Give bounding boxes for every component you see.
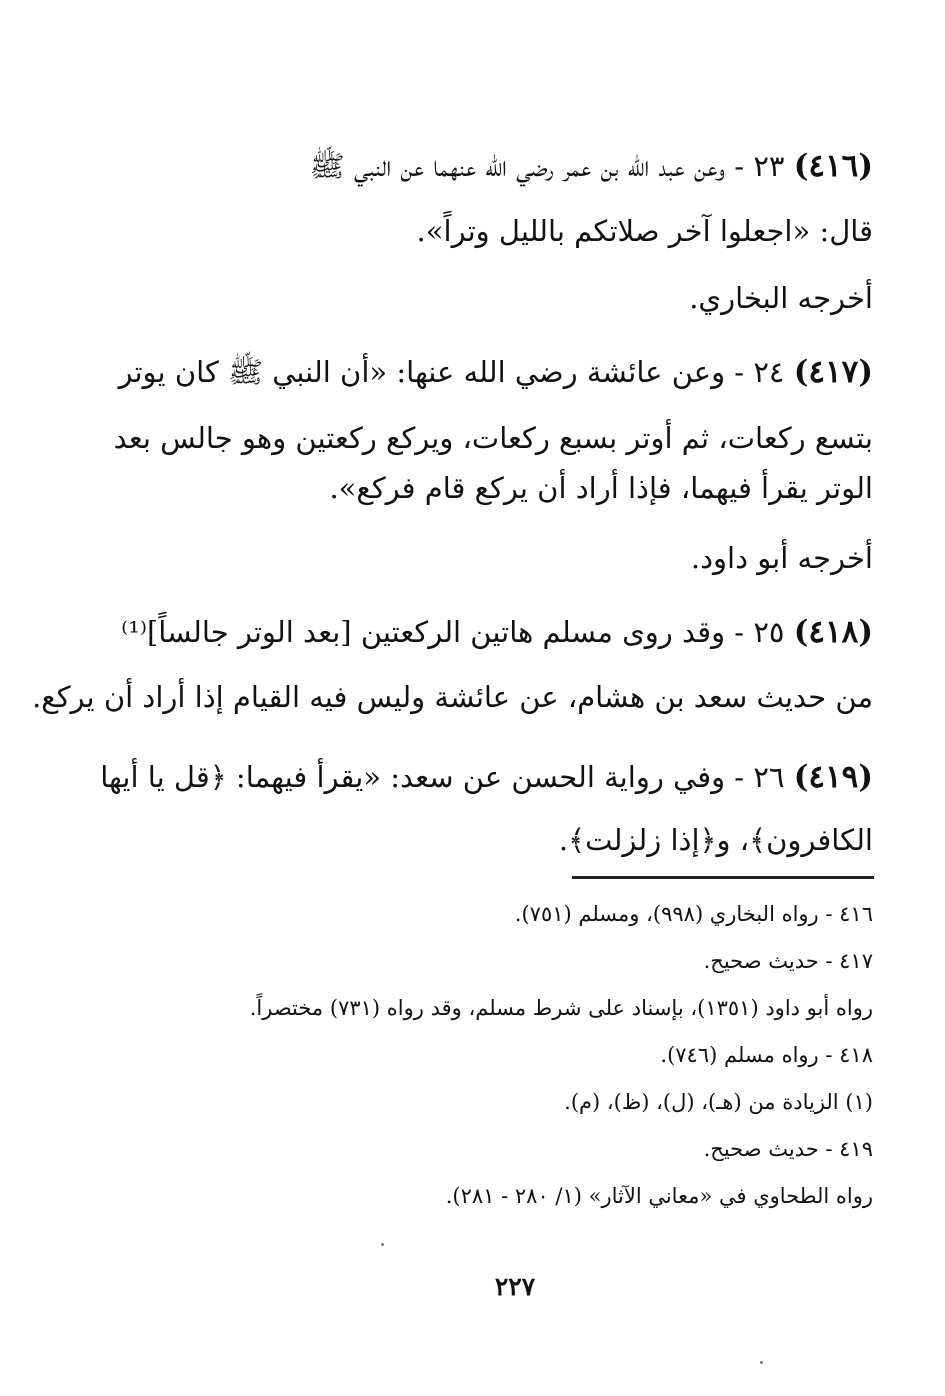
hadith-419-number: (٤١٩) (793, 759, 873, 795)
page-number: ٢٢٧ (494, 1272, 536, 1301)
hadith-416-line-1 (310, 146, 873, 186)
hadith-418-line-2: من حديث سعد بن هشام، عن عائشة وليس فيه القيام إذا أراد أن يركع. (32, 680, 873, 714)
hadith-416-number: (٤١٦) (793, 148, 873, 184)
hadith-417-line-1 (118, 352, 873, 392)
footnote-416: ٤١٦ - رواه البخاري (٩٩٨)، ومسلم (٧٥١). (514, 902, 873, 926)
hadith-417-line-2: بتسع ركعات، ثم أوتر بسبع ركعات، ويركع ركعتين وهو جالس بعد (113, 421, 873, 455)
hadith-418-number: (٤١٨) (793, 614, 873, 650)
hadith-417-source: أخرجه أبو داود. (690, 541, 873, 575)
hadith-416-text-1: ٢٣ - وعن عبد الله بن عمر رضي الله عنهما عن النبي ﷺ (309, 149, 785, 183)
footnote-417-source: رواه أبو داود (١٣٥١)، بإسناد على شرط مسلم، وقد رواه (٧٣١) مختصراً. (249, 996, 873, 1020)
hadith-419-text-1: ٢٦ - وفي رواية الحسن عن سعد: «يقرأ فيهما: ﴿قل يا أيها (100, 760, 785, 794)
hadith-416-line-2: قال: «اجعلوا آخر صلاتكم بالليل وتراً». (416, 214, 873, 248)
hadith-417-text-1: ٢٤ - وعن عائشة رضي الله عنها: «أن النبي ﷺ كان يوتر (118, 355, 785, 389)
scan-speck (381, 1243, 384, 1246)
footnote-1-addition: (١) الزيادة من (هـ)، (ل)، (ظ)، (م). (564, 1090, 873, 1114)
hadith-417-number: (٤١٧) (793, 354, 873, 390)
footnote-separator (572, 876, 874, 879)
scan-speck (760, 1361, 763, 1364)
footnote-418: ٤١٨ - رواه مسلم (٧٤٦). (660, 1043, 873, 1067)
footnote-417: ٤١٧ - حديث صحيح. (703, 949, 873, 973)
footnote-419-source: رواه الطحاوي في «معاني الآثار» (١/ ٢٨٠ - ٢٨١). (445, 1184, 873, 1208)
footnote-419: ٤١٩ - حديث صحيح. (703, 1137, 873, 1161)
hadith-419-line-2: الكافرون﴾، و﴿إذا زلزلت﴾. (558, 823, 873, 857)
hadith-419-line-1 (100, 757, 873, 797)
hadith-416-source: أخرجه البخاري. (689, 281, 873, 315)
hadith-418-text-1: ٢٥ - وقد روى مسلم هاتين الركعتين [بعد الوتر جالساً]⁽¹⁾ (121, 615, 785, 649)
hadith-417-line-3: الوتر يقرأ فيهما، فإذا أراد أن يركع قام فركع». (329, 471, 873, 505)
hadith-418-line-1 (121, 612, 873, 652)
